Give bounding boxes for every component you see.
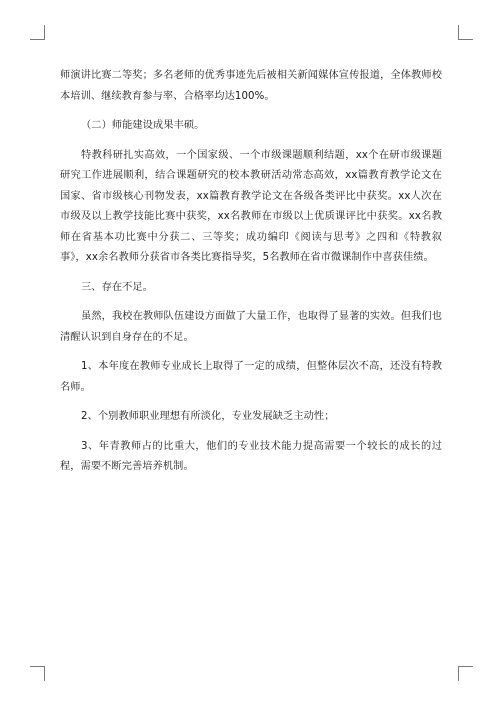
paragraph-shortcomings-intro: 虽然，我校在教师队伍建设方面做了大量工作，也取得了显著的实效。但我们也清醒认识到自身存在的不足。 [60,311,442,343]
paragraph-achievements-continued: 师演讲比赛二等奖；多名老师的优秀事迹先后被相关新闻媒体宣传报道，全体教师校本培训、继续教育参与率、合格率均达100%。 [60,70,442,102]
paragraph-research-results: 特教科研扎实高效，一个国家级、一个市级课题顺利结题，xx个在研市级课题研究工作进展顺利，结合课题研究的校本教研活动常态高效，xx篇教育教学论文在国家、省市级核心刊物发表，xx篇教育教学论文在各级各类评比中获奖。xx人次在市级及以上教学技能比赛中获奖，xx名教师在市级以上优质课评比中获奖。xx名教师在省基本功比赛中分获二、三等奖；成功编印《阅读与思考》之四和《特教叙事》，xx余名教师分获省市各类比赛指导奖，5名教师在省市微课制作中喜获佳绩。 [60,149,442,263]
list-item-shortcoming-2: 2、个别教师职业理想有所淡化，专业发展缺乏主动性； [81,411,335,422]
section-heading-shortcomings: 三、存在不足。 [81,281,154,293]
section-heading-teaching-ability: （二）师能建设成果丰硕。 [81,120,205,131]
list-item-shortcoming-1: 1、本年度在教师专业成长上取得了一定的成绩，但整体层次不高，还没有特教名师。 [60,361,442,393]
crop-mark-bottom-right [458,666,473,681]
crop-mark-bottom-left [30,666,45,681]
document-body [60,66,442,478]
crop-mark-top-left [30,25,45,40]
crop-mark-top-right [458,25,473,40]
list-item-shortcoming-3: 3、年青教师占的比重大，他们的专业技术能力提高需要一个较长的成长的过程，需要不断完善培养机制。 [60,440,442,472]
